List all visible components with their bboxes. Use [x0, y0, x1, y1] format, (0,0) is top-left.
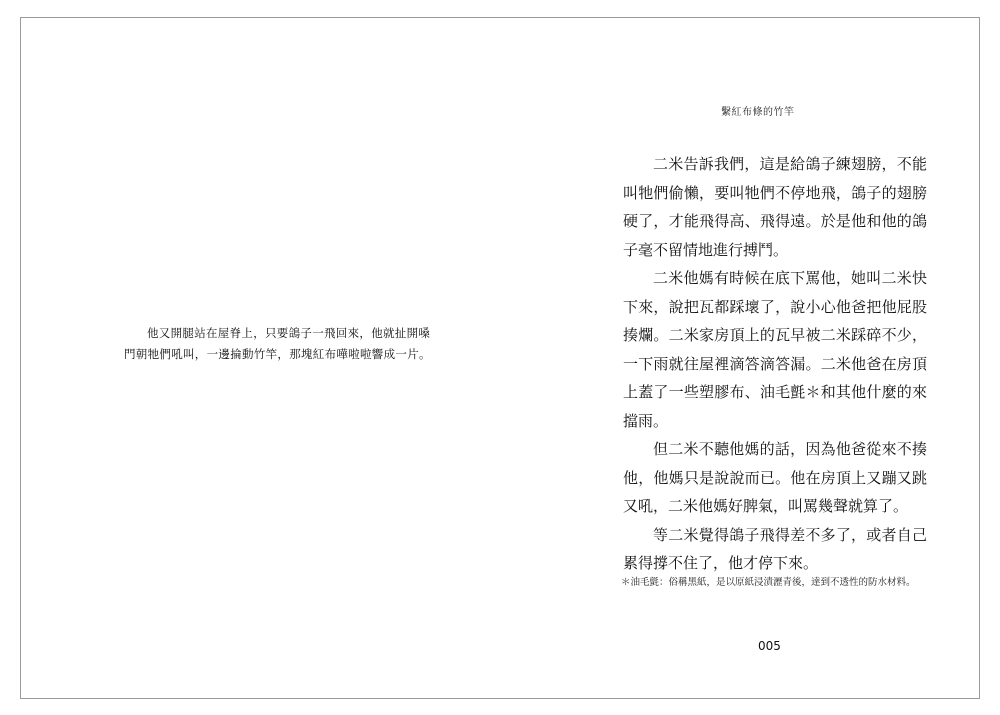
page-number: 005 — [758, 639, 781, 653]
body-text — [623, 150, 927, 578]
book-spread — [20, 17, 980, 699]
running-head: 繫紅布條的竹竿 — [721, 107, 795, 118]
paragraph: 二米告訴我們，這是給鴿子練翅膀，不能叫牠們偷懶，要叫牠們不停地飛，鴿子的翅膀硬了，才能飛得高、飛得遠。於是他和他的鴿子毫不留情地進行搏鬥。 — [623, 155, 927, 259]
paragraph: 等二米覺得鴿子飛得差不多了，或者自己累得撐不住了，他才停下來。 — [623, 525, 927, 572]
paragraph: 二米他媽有時候在底下罵他，她叫二米快下來，說把瓦都踩壞了，說小心他爸把他屁股揍爛。二米家房頂上的瓦早被二米踩碎不少，一下雨就往屋裡滴答滴答漏。二米他爸在房頂上蓋了一些塑膠布、油毛氈＊和其他什麼的來擋雨。 — [623, 269, 927, 430]
paragraph: 但二米不聽他媽的話，因為他爸從來不揍他，他媽只是說說而已。他在房頂上又蹦又跳又吼，二米他媽好脾氣，叫罵幾聲就算了。 — [623, 440, 927, 515]
left-page-caption: 他又開腿站在屋脊上，只要鴿子一飛回來，他就扯開嗓門朝牠們吼叫，一邊掄動竹竿，那塊紅布嘩啦啦響成一片。 — [124, 326, 431, 361]
footnote: ＊油毛氈：俗稱黑紙，是以原紙浸漬瀝青後，達到不透性的防水材料。 — [621, 577, 916, 588]
